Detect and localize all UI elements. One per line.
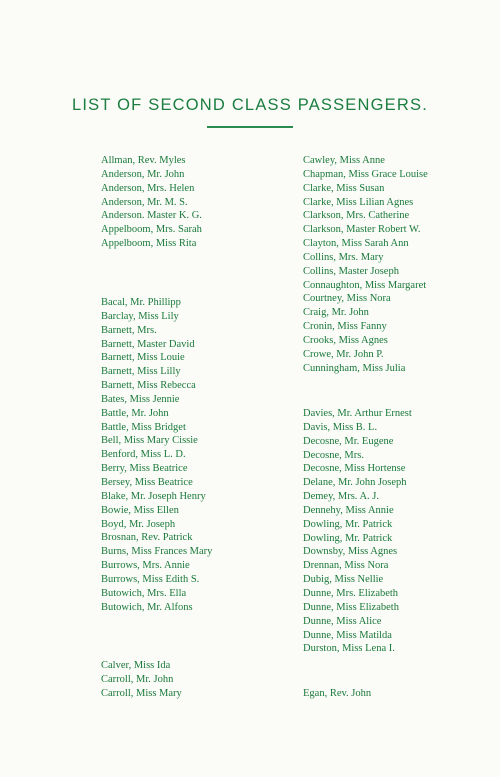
passenger-name: Dunne, Mrs. Elizabeth bbox=[303, 587, 399, 599]
passenger-name: Crooks, Miss Agnes bbox=[303, 334, 388, 346]
passenger-name: Dunne, Miss Alice bbox=[303, 615, 382, 627]
passenger-name: Dowling, Mr. Patrick bbox=[303, 518, 393, 530]
passenger-name: Barnett, Master David bbox=[101, 338, 195, 350]
passenger-name: Courtney, Miss Nora bbox=[303, 293, 391, 305]
passenger-name: Bacal, Mr. Phillipp bbox=[101, 297, 181, 308]
passenger-name: Barnett, Miss Lilly bbox=[101, 366, 181, 378]
passenger-name: Benford, Miss L. D. bbox=[101, 449, 186, 461]
passenger-name: Battle, Mr. John bbox=[101, 407, 169, 419]
passenger-name: Barclay, Miss Lily bbox=[101, 310, 179, 322]
passenger-name: Dunne, Miss Matilda bbox=[303, 629, 392, 641]
passenger-name: Clarkson, Mrs. Catherine bbox=[303, 210, 410, 222]
passenger-group-a bbox=[101, 154, 202, 251]
passenger-name: Bell, Miss Mary Cissie bbox=[101, 435, 198, 447]
passenger-name: Anderson, Mrs. Helen bbox=[101, 182, 195, 194]
passenger-name: Calver, Miss Ida bbox=[101, 660, 171, 671]
passenger-name: Craig, Mr. John bbox=[303, 307, 369, 319]
passenger-name: Clarke, Miss Susan bbox=[303, 182, 385, 194]
passenger-name: Burrows, Mrs. Annie bbox=[101, 560, 190, 572]
passenger-name: Crowe, Mr. John P. bbox=[303, 348, 384, 360]
passenger-name: Dunne, Miss Elizabeth bbox=[303, 601, 399, 613]
passenger-name: Burrows, Miss Edith S. bbox=[101, 573, 200, 585]
passenger-name: Decosne, Mr. Eugene bbox=[303, 435, 394, 447]
passenger-name: Berry, Miss Beatrice bbox=[101, 463, 188, 475]
passenger-name: Egan, Rev. John bbox=[303, 688, 372, 699]
passenger-name: Allman, Rev. Myles bbox=[101, 155, 186, 166]
passenger-name: Cunningham, Miss Julia bbox=[303, 362, 406, 374]
passenger-name: Barnett, Mrs. bbox=[101, 324, 157, 336]
passenger-name: Carroll, Miss Mary bbox=[101, 687, 182, 699]
passenger-name: Butowich, Mrs. Ella bbox=[101, 587, 187, 599]
passenger-name: Chapman, Miss Grace Louise bbox=[303, 168, 428, 180]
passenger-name: Barnett, Miss Louie bbox=[101, 352, 185, 364]
passenger-name: Bates, Miss Jennie bbox=[101, 393, 180, 405]
passenger-group-c bbox=[101, 659, 182, 701]
passenger-name: Clarkson, Master Robert W. bbox=[303, 224, 421, 236]
passenger-name: Dubig, Miss Nellie bbox=[303, 574, 384, 586]
passenger-group-c-continued bbox=[303, 154, 428, 376]
passenger-name: Collins, Master Joseph bbox=[303, 265, 399, 277]
passenger-name: Boyd, Mr. Joseph bbox=[101, 518, 176, 530]
page-title: LIST OF SECOND CLASS PASSENGERS. bbox=[72, 96, 428, 114]
passenger-name: Anderson, Mr. John bbox=[101, 168, 185, 180]
passenger-name: Connaughton, Miss Margaret bbox=[303, 279, 427, 291]
passenger-name: Cawley, Miss Anne bbox=[303, 155, 385, 166]
passenger-name: Anderson, Mr. M. S. bbox=[101, 196, 188, 208]
passenger-name: Demey, Mrs. A. J. bbox=[303, 491, 380, 503]
passenger-name: Bowie, Miss Ellen bbox=[101, 504, 179, 516]
passenger-name: Downsby, Miss Agnes bbox=[303, 546, 398, 558]
passenger-name: Carroll, Mr. John bbox=[101, 673, 174, 685]
passenger-name: Burns, Miss Frances Mary bbox=[101, 546, 213, 558]
passenger-name: Davis, Miss B. L. bbox=[303, 421, 378, 433]
passenger-name: Delane, Mr. John Joseph bbox=[303, 477, 407, 489]
passenger-name: Decosne, Mrs. bbox=[303, 449, 364, 461]
passenger-name: Davies, Mr. Arthur Ernest bbox=[303, 408, 412, 419]
passenger-group-e bbox=[303, 687, 371, 701]
passenger-group-d bbox=[303, 407, 412, 656]
passenger-name: Brosnan, Rev. Patrick bbox=[101, 532, 193, 544]
passenger-name: Bersey, Miss Beatrice bbox=[101, 476, 193, 488]
passenger-name: Dowling, Mr. Patrick bbox=[303, 532, 393, 544]
passenger-name: Appelboom, Miss Rita bbox=[101, 238, 197, 250]
passenger-name: Dennehy, Miss Annie bbox=[303, 504, 394, 516]
passenger-name: Anderson. Master K. G. bbox=[101, 210, 202, 222]
passenger-name: Drennan, Miss Nora bbox=[303, 560, 389, 572]
passenger-name: Clarke, Miss Lilian Agnes bbox=[303, 196, 414, 208]
passenger-name: Cronin, Miss Fanny bbox=[303, 321, 387, 333]
passenger-name: Clayton, Miss Sarah Ann bbox=[303, 238, 409, 250]
passenger-name: Appelboom, Mrs. Sarah bbox=[101, 224, 202, 236]
passenger-name: Battle, Miss Bridget bbox=[101, 421, 186, 433]
passenger-name: Collins, Mrs. Mary bbox=[303, 251, 384, 263]
passenger-name: Butowich, Mr. Alfons bbox=[101, 601, 193, 613]
title-underline bbox=[207, 126, 293, 128]
passenger-name: Barnett, Miss Rebecca bbox=[101, 380, 196, 392]
passenger-group-b bbox=[101, 296, 212, 614]
passenger-name: Blake, Mr. Joseph Henry bbox=[101, 490, 206, 502]
passenger-name: Decosne, Miss Hortense bbox=[303, 463, 406, 475]
passenger-name: Durston, Miss Lena I. bbox=[303, 643, 395, 655]
